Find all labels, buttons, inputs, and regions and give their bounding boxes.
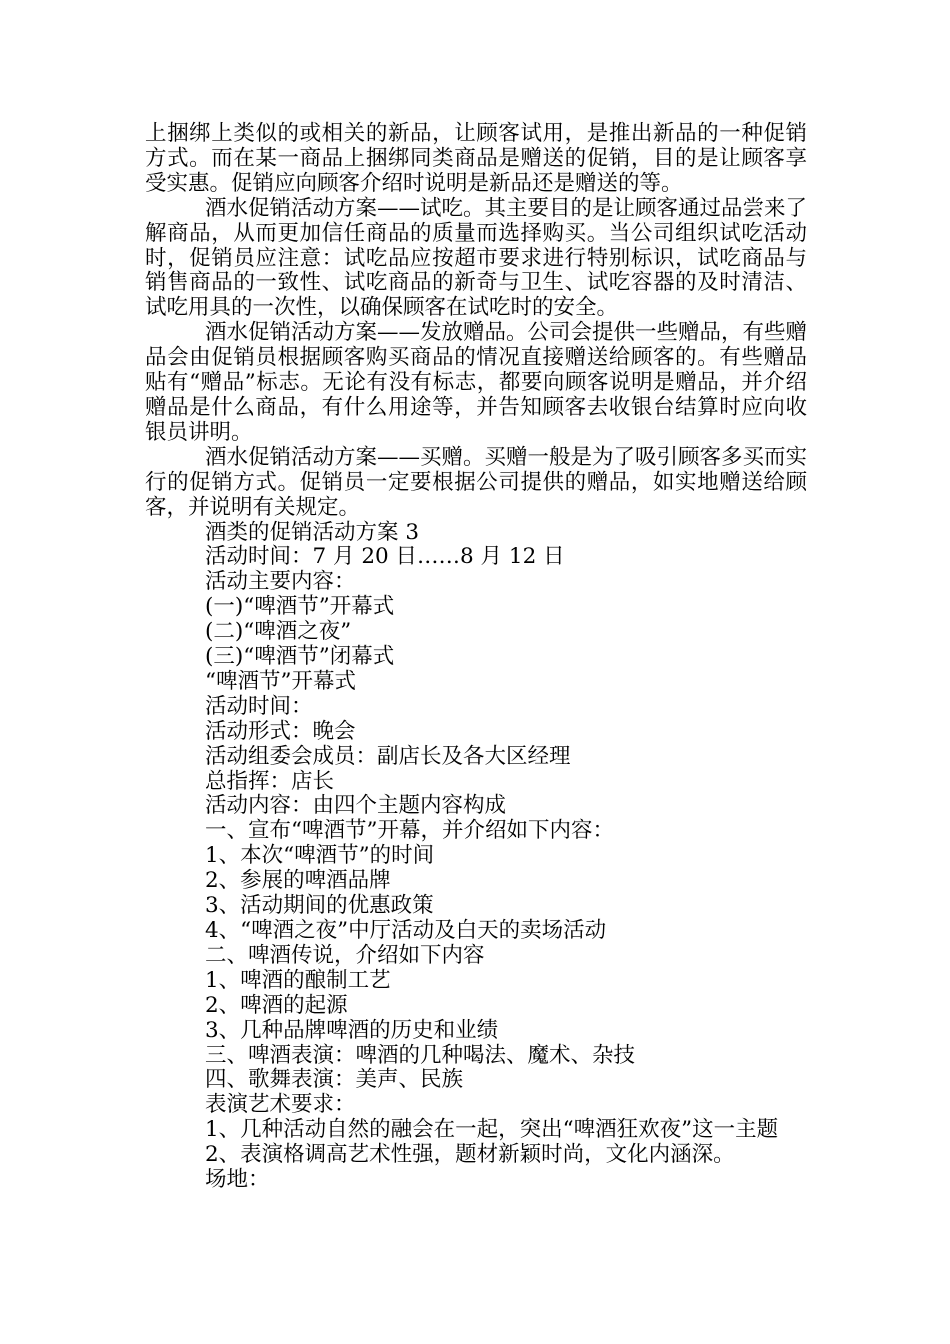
list-item: 四、歌舞表演：美声、民族 [205,1067,464,1093]
list-item: 1、本次“啤酒节”的时间 [205,843,435,869]
document-body [145,122,807,1193]
list-item: 2、参展的啤酒品牌 [205,868,391,894]
subsection-heading: “啤酒节”开幕式 [205,668,356,694]
list-item: 二、啤酒传说，介绍如下内容 [205,942,485,968]
list-item: (一)“啤酒节”开幕式 [205,594,395,620]
activity-content: 活动内容：由四个主题内容构成 [205,793,507,819]
list-item: (二)“啤酒之夜” [205,619,352,645]
venue-label: 场地： [205,1167,270,1193]
paragraph-tasting: 酒水促销活动方案——试吃。其主要目的是让顾客通过品尝来了解商品，从而更加信任商品的质量而选择购买。当公司组织试吃活动时，促销员应注意：试吃品应按超市要求进行特别标识，试吃商品与销售商品的一致性、试吃商品的新奇与卫生、试吃容器的及时清洁、试吃用具的一次性，以确保顾客在试吃时的安全。 [145,195,808,321]
activity-time-label: 活动时间： [205,693,313,719]
list-item: 3、活动期间的优惠政策 [205,893,434,919]
section-heading: 酒类的促销活动方案 3 [205,519,420,545]
activity-form: 活动形式：晚会 [205,718,356,744]
list-item: (三)“啤酒节”闭幕式 [205,644,395,670]
requirement-item: 1、几种活动自然的融会在一起，突出“啤酒狂欢夜”这一主题 [205,1117,779,1143]
activity-time: 活动时间：7 月 20 日……8 月 12 日 [205,544,565,570]
paragraph-bundled-new-products: 上捆绑上类似的或相关的新品，让顾客试用，是推出新品的一种促销方式。而在某一商品上捆绑同类商品是赠送的促销，目的是让顾客享受实惠。促销应向顾客介绍时说明是新品还是赠送的等。 [145,121,807,196]
performance-requirements-label: 表演艺术要求： [205,1092,356,1118]
list-item: 3、几种品牌啤酒的历史和业绩 [205,1017,499,1043]
list-item: 1、啤酒的酿制工艺 [205,967,391,993]
paragraph-gifts: 酒水促销活动方案——发放赠品。公司会提供一些赠品，有些赠品会由促销员根据顾客购买商品的情况直接赠送给顾客的。有些赠品贴有“赠品”标志。无论有没有标志，都要向顾客说明是赠品，并介绍赠品是什么商品，有什么用途等，并告知顾客去收银台结算时应向收银员讲明。 [145,320,808,445]
requirement-item: 2、表演格调高艺术性强，题材新颖时尚，文化内涵深。 [205,1142,735,1168]
list-item: 一、宣布“啤酒节”开幕，并介绍如下内容： [205,818,614,844]
committee-members: 活动组委会成员：副店长及各大区经理 [205,743,571,769]
main-content-label: 活动主要内容： [205,569,356,595]
commander: 总指挥：店长 [205,768,335,794]
list-item: 4、“啤酒之夜”中厅活动及白天的卖场活动 [205,918,607,943]
paragraph-buy-and-get: 酒水促销活动方案——买赠。买赠一般是为了吸引顾客多买而实行的促销方式。促销员一定要根据公司提供的赠品，如实地赠送给顾客，并说明有关规定。 [145,444,808,520]
list-item: 三、啤酒表演：啤酒的几种喝法、魔术、杂技 [205,1042,636,1068]
list-item: 2、啤酒的起源 [205,992,348,1018]
